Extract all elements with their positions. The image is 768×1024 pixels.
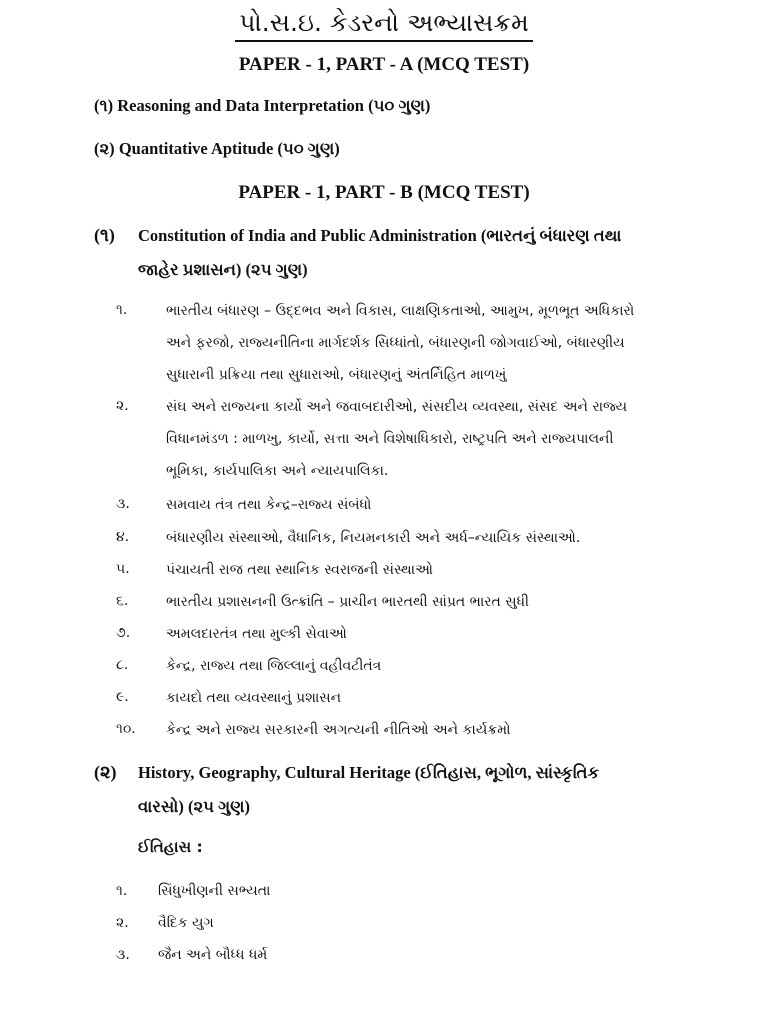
part-a-item-2-num: (૨)	[94, 139, 115, 158]
section-2-num: (૨)	[94, 762, 117, 782]
section-1-item-7-line-1: અમલદારતંત્ર તથા મુલ્કી સેવાઓ	[166, 626, 347, 642]
section-1-item-1	[166, 295, 674, 391]
section-1-item-4-line-1: બંધારણીય સંસ્થાઓ, વૈધાનિક, નિયમનકારી અને અર્ધ–ન્યાયિક સંસ્થાઓ.	[166, 530, 581, 546]
history-item-2-num: ૨.	[116, 915, 129, 931]
section-1-item-7	[166, 618, 674, 650]
section-1-item-9	[166, 682, 674, 714]
section-1-item-1-line-3: સુધારાની પ્રક્રિયા તથા સુધારાઓ, બંધારણનું અંતર્નિહિત માળખું	[166, 367, 507, 383]
section-1-item-2-line-3: ભૂમિકા, કાર્યપાલિકા અને ન્યાયપાલિકા.	[166, 463, 389, 479]
section-1-item-3-num: ૩.	[116, 496, 130, 512]
section-1-title-line-1: Constitution of India and Public Administration (ભારતનું બંધારણ તથા	[138, 226, 622, 245]
section-1-item-5-line-1: પંચાયતી રાજ તથા સ્થાનિક સ્વરાજની સંસ્થાઓ	[166, 562, 433, 578]
section-1-item-1-num: ૧.	[116, 302, 128, 318]
page-title	[0, 8, 768, 38]
page-title-text: પો.સ.ઇ. કેડરનો અભ્યાસક્રમ	[235, 8, 532, 42]
history-item-1-text: સિંધુખીણની સભ્યતા	[158, 883, 271, 899]
part-a-item-1	[94, 96, 430, 116]
part-a-item-1-num: (૧)	[94, 96, 114, 115]
history-item-3-num: ૩.	[116, 947, 130, 963]
section-2-title-line-2: વારસો) (૨૫ ગુણ)	[138, 797, 251, 816]
history-item-3-text: જૈન અને બૌધ્ધ ધર્મ	[158, 947, 268, 963]
history-subheading: ઈતિહાસ :	[138, 838, 203, 856]
section-1-item-9-num: ૯.	[116, 689, 129, 705]
section-1-item-4-num: ૪.	[116, 529, 130, 545]
section-1-item-3-line-1: સમવાય તંત્ર તથા કેન્દ્ર–રાજ્ય સંબંધો	[166, 497, 372, 513]
section-1-item-6	[166, 586, 674, 618]
section-1-item-3	[166, 489, 674, 521]
part-a-item-2	[94, 139, 340, 159]
part-a-heading: PAPER - 1, PART - A (MCQ TEST)	[238, 54, 530, 75]
part-a-item-2-text: Quantitative Aptitude (૫૦ ગુણ)	[118, 139, 340, 158]
section-1-item-8-line-1: કેન્દ્ર, રાજ્ય તથા જિલ્લાનું વહીવટીતંત્ર	[166, 658, 382, 674]
section-2-title-line-1: History, Geography, Cultural Heritage (ઈતિહાસ, ભૂગોળ, સાંસ્કૃતિક	[138, 763, 600, 782]
section-1-item-8-num: ૮.	[116, 657, 129, 673]
section-1-item-2-line-1: સંઘ અને રાજ્યના કાર્યો અને જવાબદારીઓ, સંસદીય વ્યવસ્થા, સંસદ અને રાજ્ય	[166, 399, 628, 415]
section-1-item-4	[166, 522, 674, 554]
section-1-item-10	[166, 714, 674, 746]
section-1-item-2-line-2: વિધાનમંડળ : માળખુ, કાર્યો, સત્તા અને વિશેષાધિકારો, રાષ્ટ્રપતિ અને રાજ્યપાલની	[166, 431, 614, 447]
section-1-item-7-num: ૭.	[116, 625, 131, 641]
section-1-item-6-num: ૬.	[116, 593, 129, 609]
section-1-item-8	[166, 650, 674, 682]
section-1-title-line-2: જાહેર પ્રશાસન) (૨૫ ગુણ)	[138, 260, 308, 279]
history-item-1-num: ૧.	[116, 883, 128, 899]
section-1-item-1-line-2: અને ફરજો, રાજ્યનીતિના માર્ગદર્શક સિધ્ધાંતો, બંધારણની જોગવાઈઓ, બંધારણીય	[166, 335, 625, 351]
section-1-item-1-line-1: ભારતીય બંધારણ – ઉદ્દભવ અને વિકાસ, લાક્ષણિકતાઓ, આમુખ, મૂળભૂત અધિકારો	[166, 303, 635, 319]
section-1-item-10-line-1: કેન્દ્ર અને રાજ્ય સરકારની અગત્યની નીતિઓ અને કાર્યક્રમો	[166, 722, 511, 738]
section-1-item-6-line-1: ભારતીય પ્રશાસનની ઉત્ક્રાંતિ – પ્રાચીન ભારતથી સાંપ્રત ભારત સુધી	[166, 594, 530, 610]
section-1-item-2-num: ૨.	[116, 398, 129, 414]
section-1-title	[138, 219, 678, 287]
section-1-item-9-line-1: કાયદો તથા વ્યવસ્થાનું પ્રશાસન	[166, 690, 342, 706]
history-item-2-text: વૈદિક યુગ	[158, 915, 214, 931]
section-1-item-10-num: ૧૦.	[116, 721, 136, 737]
section-2-title	[138, 756, 678, 824]
section-1-item-5-num: ૫.	[116, 561, 130, 577]
part-a-item-1-text: Reasoning and Data Interpretation (૫૦ ગુણ)	[117, 96, 431, 115]
part-b-heading: PAPER - 1, PART - B (MCQ TEST)	[238, 182, 530, 203]
section-1-item-2	[166, 391, 674, 487]
section-1-item-5	[166, 554, 674, 586]
section-1-num: (૧)	[94, 225, 115, 245]
